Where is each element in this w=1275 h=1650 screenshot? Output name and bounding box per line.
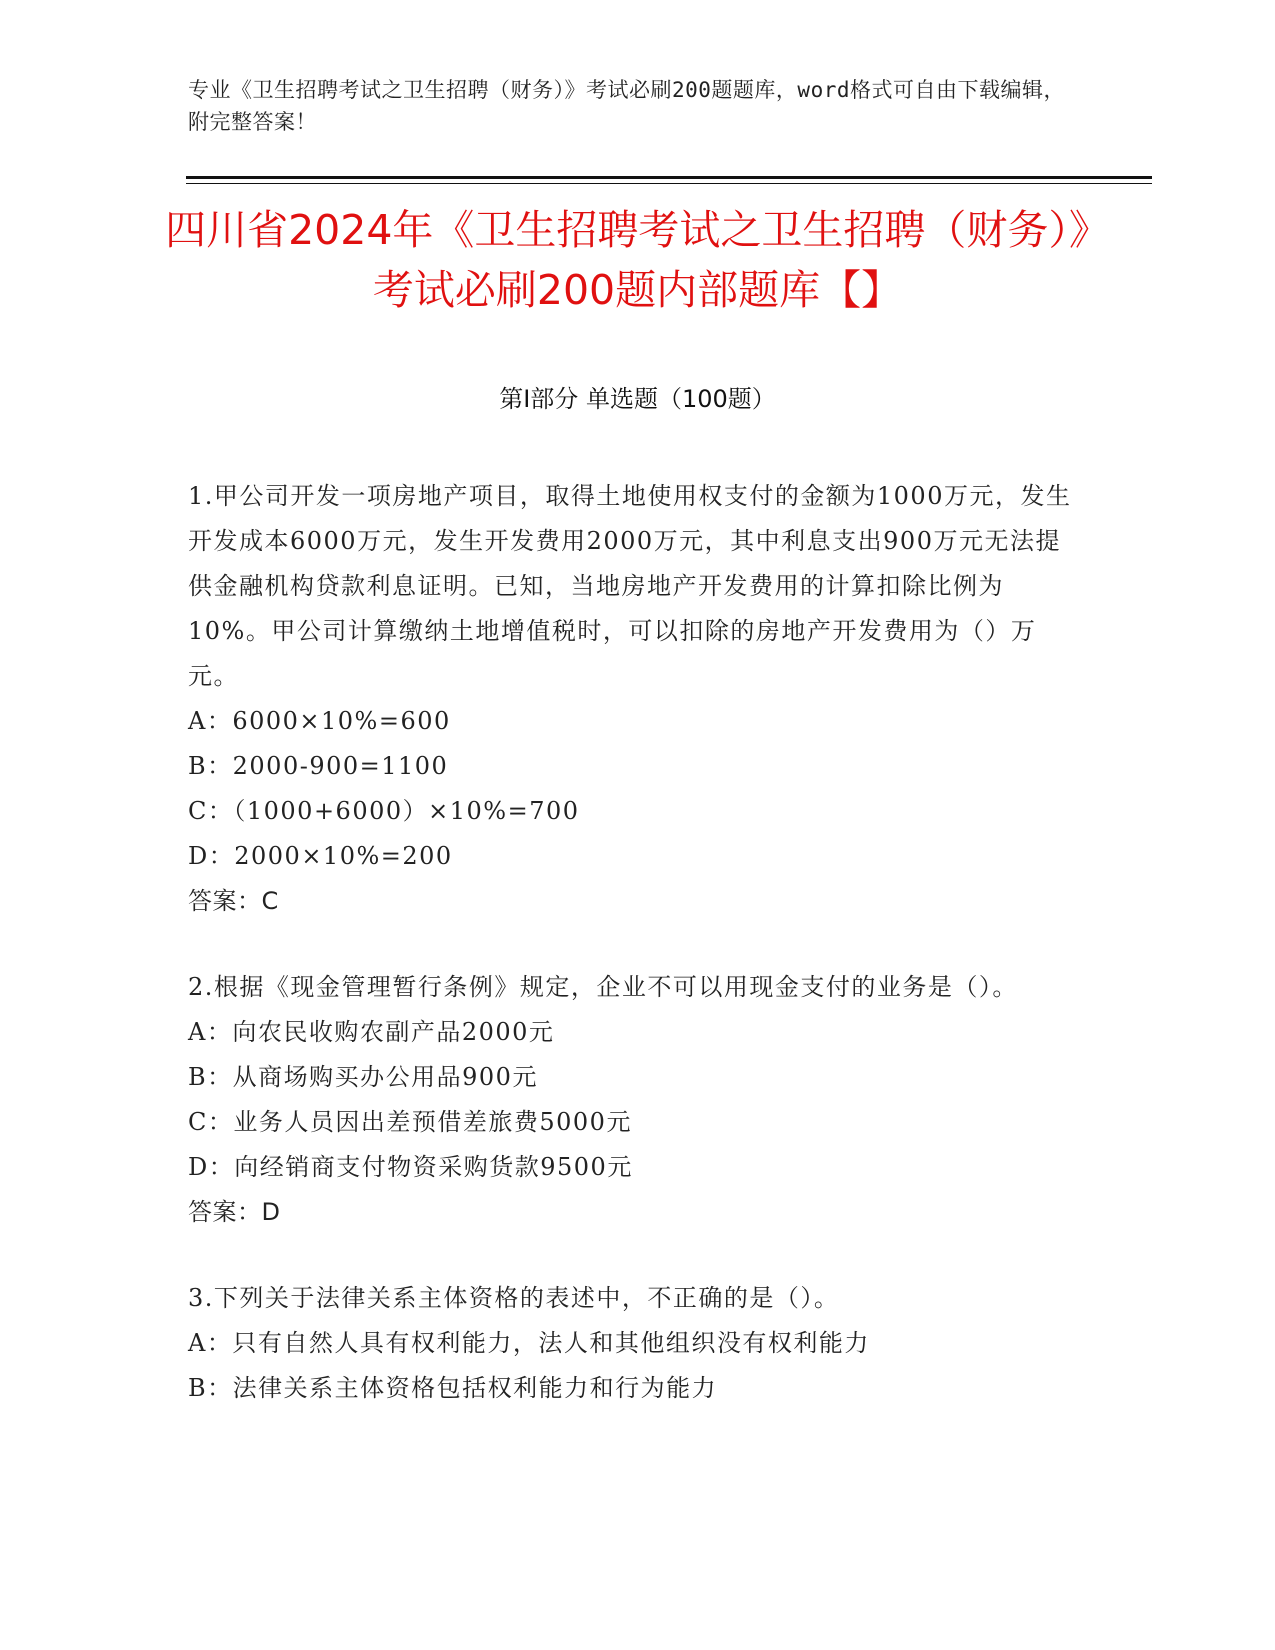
option-d: D：2000×10%=200 [188, 842, 453, 870]
question-3 [188, 1276, 1078, 1411]
header-divider-thick [186, 176, 1152, 179]
option-b: B：从商场购买办公用品900元 [188, 1063, 538, 1091]
question-stem: 2.根据《现金管理暂行条例》规定，企业不可以用现金支付的业务是（）。 [188, 973, 1018, 1001]
question-list [188, 474, 1078, 1452]
option-b: B：法律关系主体资格包括权利能力和行为能力 [188, 1374, 718, 1402]
option-a: A：只有自然人具有权利能力，法人和其他组织没有权利能力 [188, 1329, 870, 1357]
header-divider-thin [186, 183, 1152, 184]
option-c: C：业务人员因出差预借差旅费5000元 [188, 1108, 632, 1136]
question-stem: 3.下列关于法律关系主体资格的表述中，不正确的是（）。 [188, 1284, 840, 1312]
option-c: C：（1000+6000）×10%=700 [188, 797, 580, 825]
option-b: B：2000-900=1100 [188, 752, 449, 780]
answer-line: 答案：C [188, 887, 279, 915]
document-title: 四川省2024年《卫生招聘考试之卫生招聘（财务）》考试必刷200题内部题库【】 [165, 206, 1110, 314]
question-1 [188, 474, 1078, 924]
answer-line: 答案：D [188, 1198, 281, 1226]
question-2 [188, 965, 1078, 1235]
header-note: 专业《卫生招聘考试之卫生招聘（财务）》考试必刷200题题库，word格式可自由下载编辑，附完整答案！ [188, 78, 1065, 134]
option-a: A：向农民收购农副产品2000元 [188, 1018, 555, 1046]
question-stem: 1.甲公司开发一项房地产项目，取得土地使用权支付的金额为1000万元，发生开发成本6000万元，发生开发费用2000万元，其中利息支出900万元无法提供金融机构贷款利息证明。已知，当地房地产开发费用的计算扣除比例为10%。甲公司计算缴纳土地增值税时，可以扣除的房地产开发费用为（）万元。 [188, 482, 1072, 690]
option-d: D：向经销商支付物资采购货款9500元 [188, 1153, 633, 1181]
section-title: 第Ⅰ部分 单选题（100题） [499, 385, 776, 413]
option-a: A：6000×10%=600 [188, 707, 451, 735]
